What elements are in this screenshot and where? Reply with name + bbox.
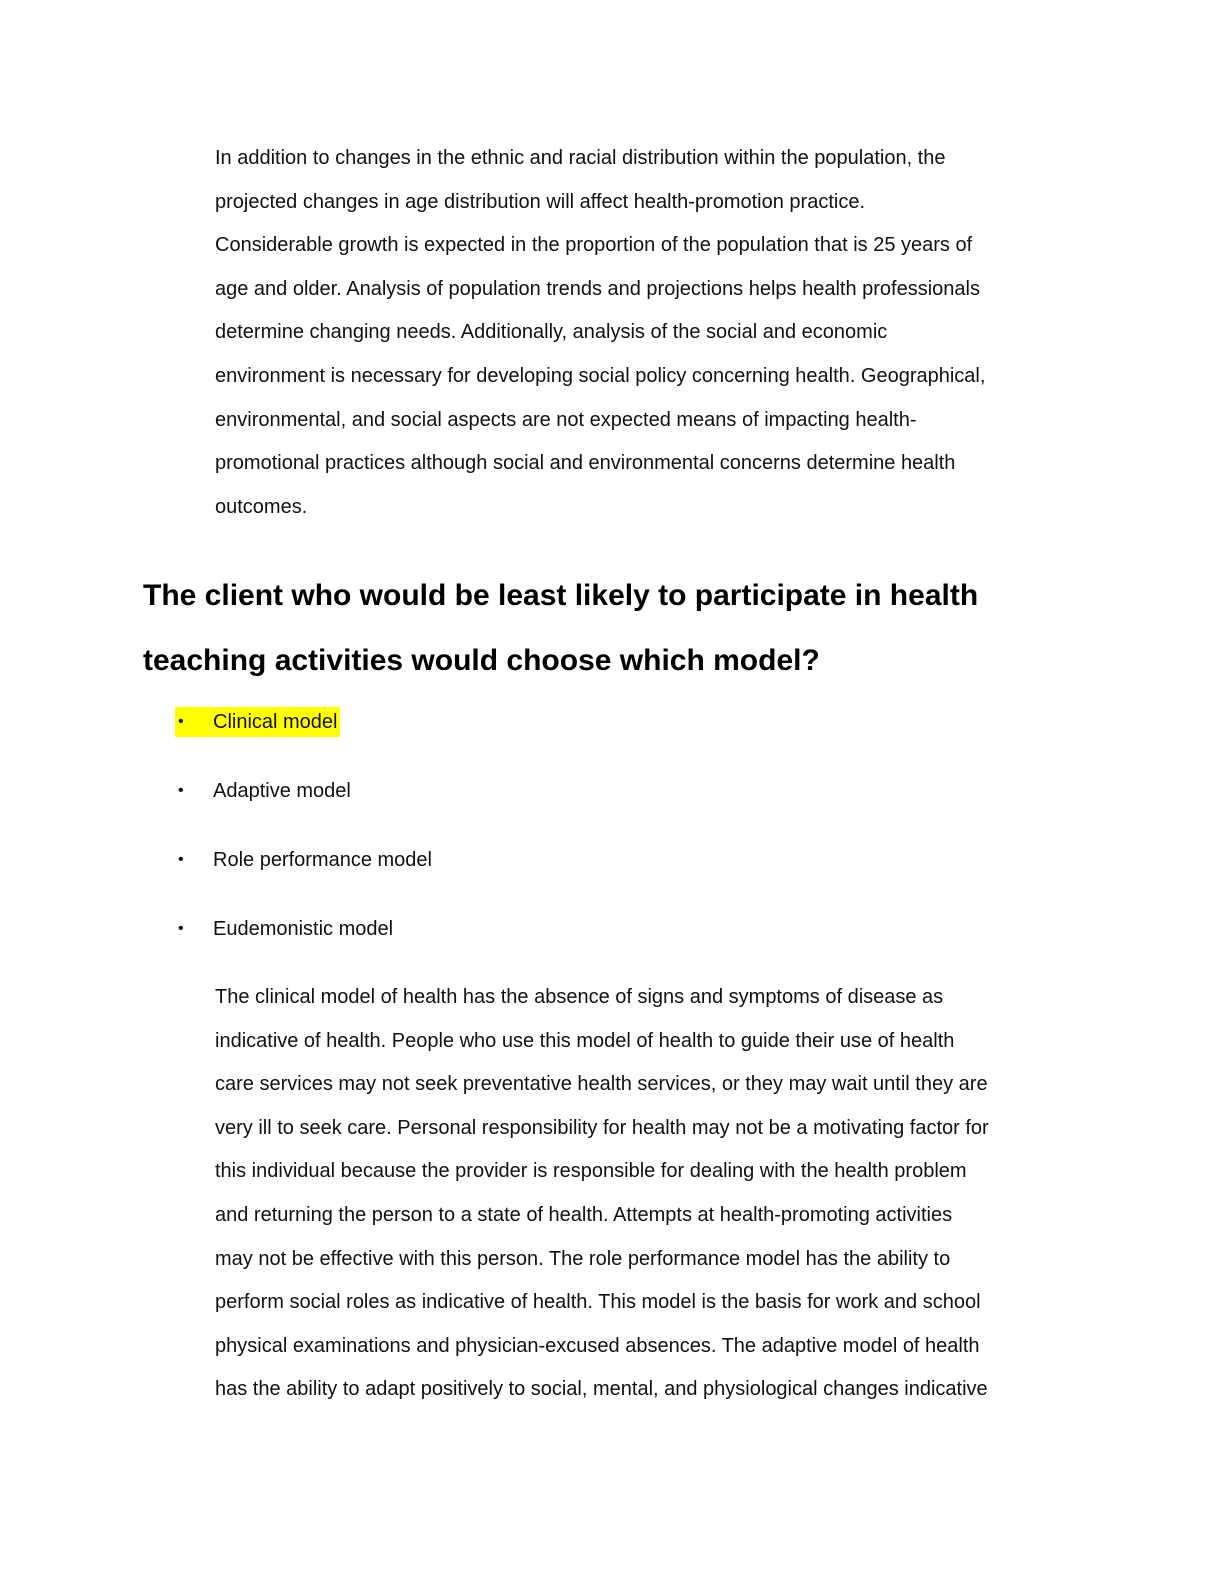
bullet-icon: • xyxy=(178,920,184,937)
paragraph-line: and returning the person to a state of health. Attempts at health-promoting activities xyxy=(215,1203,953,1226)
paragraph-line: age and older. Analysis of population trends and projections helps health professionals xyxy=(215,277,980,300)
heading-line: teaching activities would choose which model? xyxy=(143,644,820,677)
paragraph-line: has the ability to adapt positively to social, mental, and physiological changes indicative xyxy=(215,1378,988,1401)
bullet-icon: • xyxy=(178,851,184,868)
option-label: Clinical model xyxy=(213,711,338,733)
answer-option-adaptive-model xyxy=(175,776,351,806)
paragraph-line: The clinical model of health has the absence of signs and symptoms of disease as xyxy=(215,986,944,1008)
paragraph-line: Considerable growth is expected in the proportion of the population that is 25 years of xyxy=(215,234,973,257)
paragraph-line: projected changes in age distribution will affect health-promotion practice. xyxy=(215,190,865,213)
paragraph-line: environment is necessary for developing social policy concerning health. Geographical, xyxy=(215,364,986,387)
bullet-icon: • xyxy=(178,782,184,799)
option-label: Role performance model xyxy=(213,849,432,871)
paragraph-line: physical examinations and physician-excused absences. The adaptive model of health xyxy=(215,1334,980,1357)
answer-option-eudemonistic-model xyxy=(175,914,393,944)
paragraph-line: promotional practices although social and environmental concerns determine health xyxy=(215,452,956,475)
paragraph-line: determine changing needs. Additionally, analysis of the social and economic xyxy=(215,321,888,344)
paragraph-line: environmental, and social aspects are not expected means of impacting health- xyxy=(215,408,917,431)
answer-option-role-performance-model xyxy=(175,845,432,875)
paragraph-line: this individual because the provider is responsible for dealing with the health problem xyxy=(215,1160,967,1183)
explanation-paragraph xyxy=(215,976,1075,1412)
paragraph-line: perform social roles as indicative of health. This model is the basis for work and school xyxy=(215,1291,981,1314)
paragraph-line: In addition to changes in the ethnic and racial distribution within the population, the xyxy=(215,147,946,169)
option-label: Adaptive model xyxy=(213,780,351,802)
paragraph-line: very ill to seek care. Personal responsibility for health may not be a motivating factor for xyxy=(215,1116,989,1139)
paragraph-line: indicative of health. People who use this model of health to guide their use of health xyxy=(215,1029,955,1052)
heading-line: The client who would be least likely to participate in health xyxy=(143,579,979,612)
question-heading xyxy=(143,563,1143,693)
paragraph-line: outcomes. xyxy=(215,495,308,518)
bullet-icon: • xyxy=(178,713,184,730)
option-label: Eudemonistic model xyxy=(213,918,394,940)
paragraph-line: care services may not seek preventative health services, or they may wait until they are xyxy=(215,1073,988,1096)
paragraph-line: may not be effective with this person. The role performance model has the ability to xyxy=(215,1247,951,1270)
intro-paragraph xyxy=(215,137,1075,529)
answer-option-clinical-model xyxy=(175,707,340,737)
